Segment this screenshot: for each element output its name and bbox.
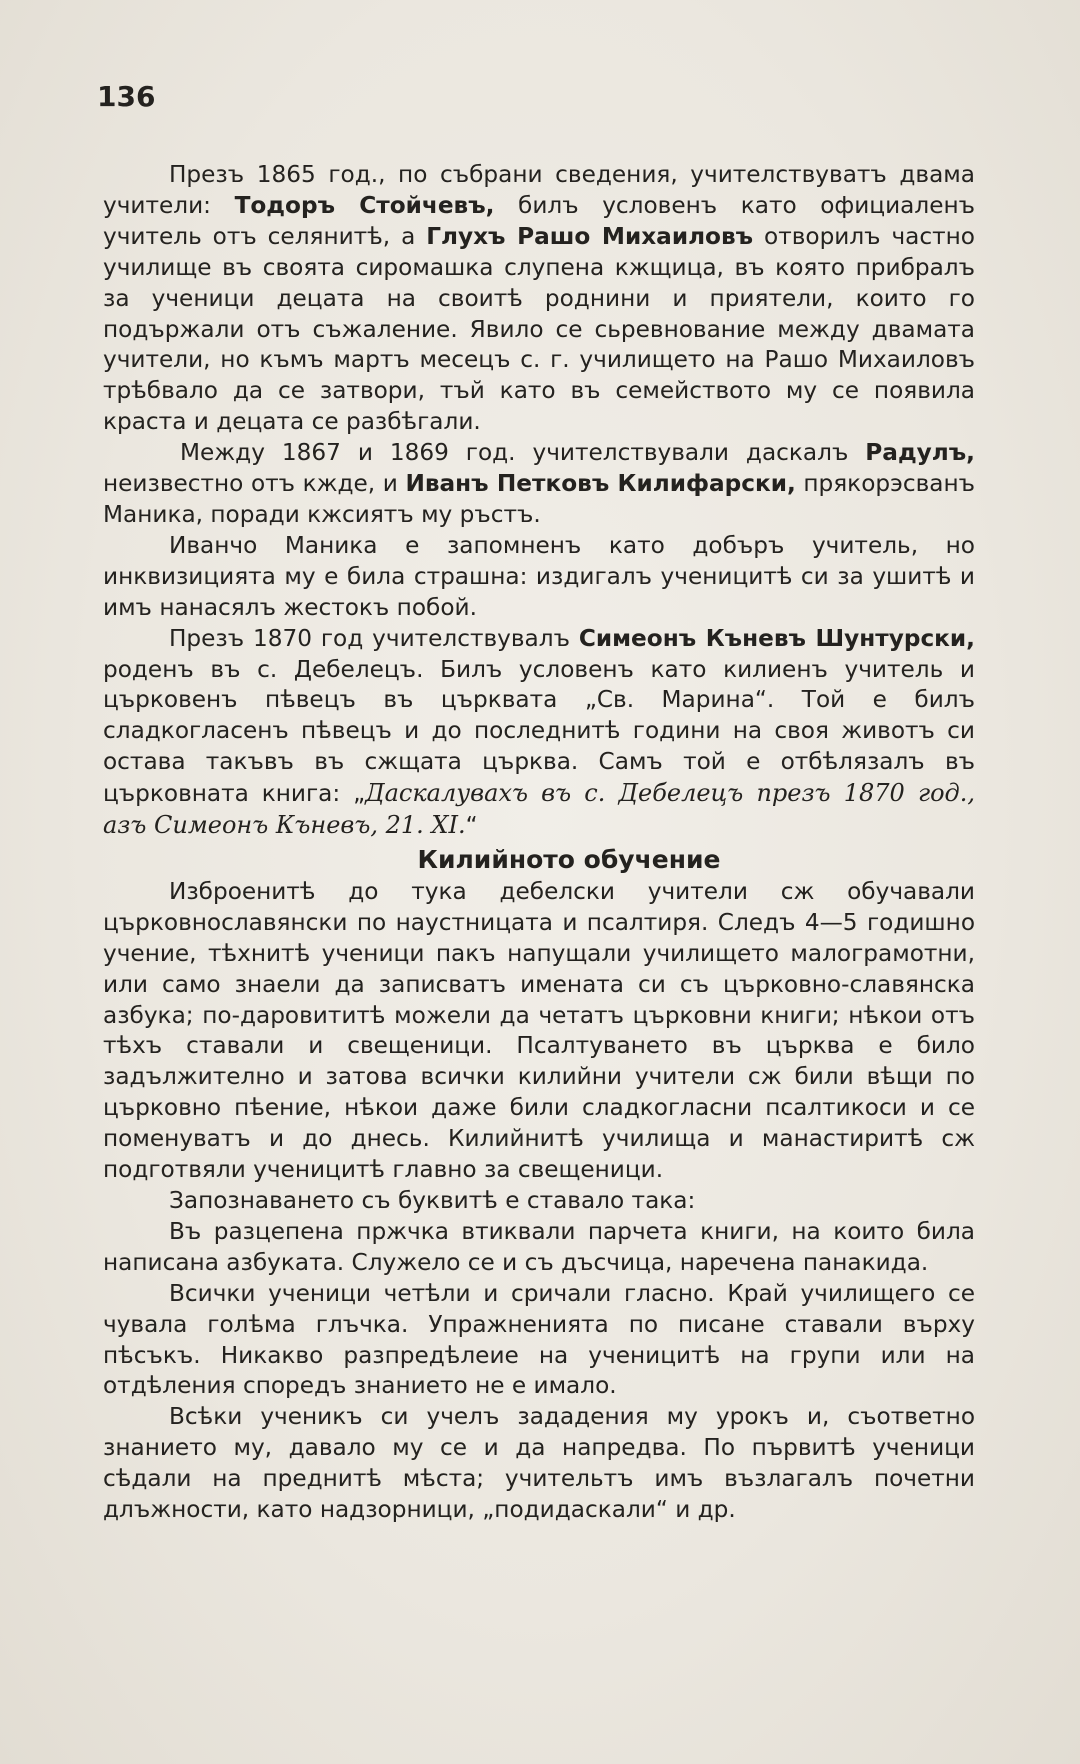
paragraph-1865-teachers	[103, 160, 975, 438]
paragraph-1867-teachers	[103, 438, 975, 531]
paragraph-cell-schooling: Изброенитѣ до тука дебелски учители сж обучавали църковнославянски по наустницата и псалтиря. Следъ 4—5 годишно учение, тѣхнитѣ ученици пакъ напущали училището малограмотни, или само знаели да записватъ имената си съ църковно-славянска азбука; по-даровититѣ можели да четатъ църковни книги; нѣкои отъ тѣхъ ставали и свещеници. Псалтуването въ църква е било задължително и затова всички килийни учители сж били вѣщи по църковно пѣение, нѣкои даже били сладкогласни псалтикоси и се поменуватъ и до днесь. Килийнитѣ училища и манастиритѣ сж подготвяли ученицитѣ главно за свещеници.	[103, 877, 975, 1184]
page-number: 136	[97, 80, 156, 113]
paragraph-reading-aloud: Всички ученици четѣли и сричали гласно. Край училищего се чувала голѣма глъчка. Упражненията по писане ставали върху пѣсъкъ. Никакво разпредѣлеие на ученицитѣ на групи или на отдѣления споредъ знанието не е имало.	[103, 1279, 975, 1400]
paragraph-learning-letters: Запознаването съ буквитѣ е ставало така:	[169, 1187, 696, 1214]
text-run: неизвестно отъ кжде, и	[103, 470, 406, 498]
page-body	[103, 160, 975, 1526]
name-radul: Радулъ,	[865, 439, 975, 467]
church-book-quote: Даскалувахъ въ с. Дебелецъ презъ 1870 год., азъ Симеонъ Къневъ, 21. XI.	[103, 779, 975, 840]
name-todor-stoychev: Тодоръ Стойчевъ,	[234, 191, 495, 219]
paragraph-ivancho-manika: Иванчо Маника е запомненъ като добъръ учитель, но инквизицията му е била страшна: издигалъ ученицитѣ си за ушитѣ и имъ нанасялъ жестокъ побой.	[103, 531, 975, 621]
paragraph-1870-teacher	[103, 624, 975, 842]
paragraph-panakida: Въ разцепена пржчка втиквали парчета книги, на които била написана азбуката. Служело се и съ дъсчица, наречена панакида.	[103, 1217, 975, 1276]
text-run: Презъ 1865 год., по събрани сведения, учителствуватъ двама учители:	[103, 161, 975, 219]
name-glukh-rasho-mihailov: Глухъ Рашо Михаиловъ	[426, 222, 754, 250]
name-simeon-kunev-shunturski: Симеонъ Къневъ Шунтурски,	[578, 624, 975, 652]
text-run: Между 1867 и 1869 год. учителствували даскалъ	[180, 439, 866, 467]
text-run: роденъ въ с. Дебелецъ. Билъ условенъ като килиенъ учитель и църковенъ пѣвецъ въ църквата „Св. Марина“. Той е билъ сладкогласенъ пѣвецъ и до последнитѣ години на своя животъ си остава такъвъ въ сжщата църква. Самъ той е отбѣлязалъ въ църковната книга: „	[103, 655, 975, 808]
text-run: “	[465, 812, 478, 840]
text-run: отворилъ частно училище въ своята сиромашка слупена кжщица, въ която прибралъ за ученици децата на своитѣ роднини и приятели, които го подържали отъ съжаление. Явило се сьревнование между двамата учители, но къмъ мартъ месецъ с. г. училището на Рашо Михаиловъ трѣбвало да се затвори, тъй като въ семейството му се появила краста и децата се разбѣгали.	[103, 222, 975, 436]
text-run: билъ условенъ като официаленъ учитель отъ селянитѣ, а	[103, 191, 976, 250]
text-run: Презъ 1870 год учителствувалъ	[169, 624, 579, 652]
name-ivan-petkov-kilifarski: Иванъ Петковъ Килифарски,	[405, 470, 796, 498]
text-run: прякорэсванъ Маника, поради кжсиятъ му ръстъ.	[103, 470, 975, 528]
section-heading: Килийното обучение	[417, 844, 721, 874]
paragraph-student-lessons: Всѣки ученикъ си учелъ зададения му урокъ и, съответно знанието му, давало му се и да напредва. По първитѣ ученици сѣдали на преднитѣ мѣста; учительтъ имъ възлагалъ почетни длъжности, като надзорници, „подидаскали“ и др.	[103, 1403, 975, 1524]
